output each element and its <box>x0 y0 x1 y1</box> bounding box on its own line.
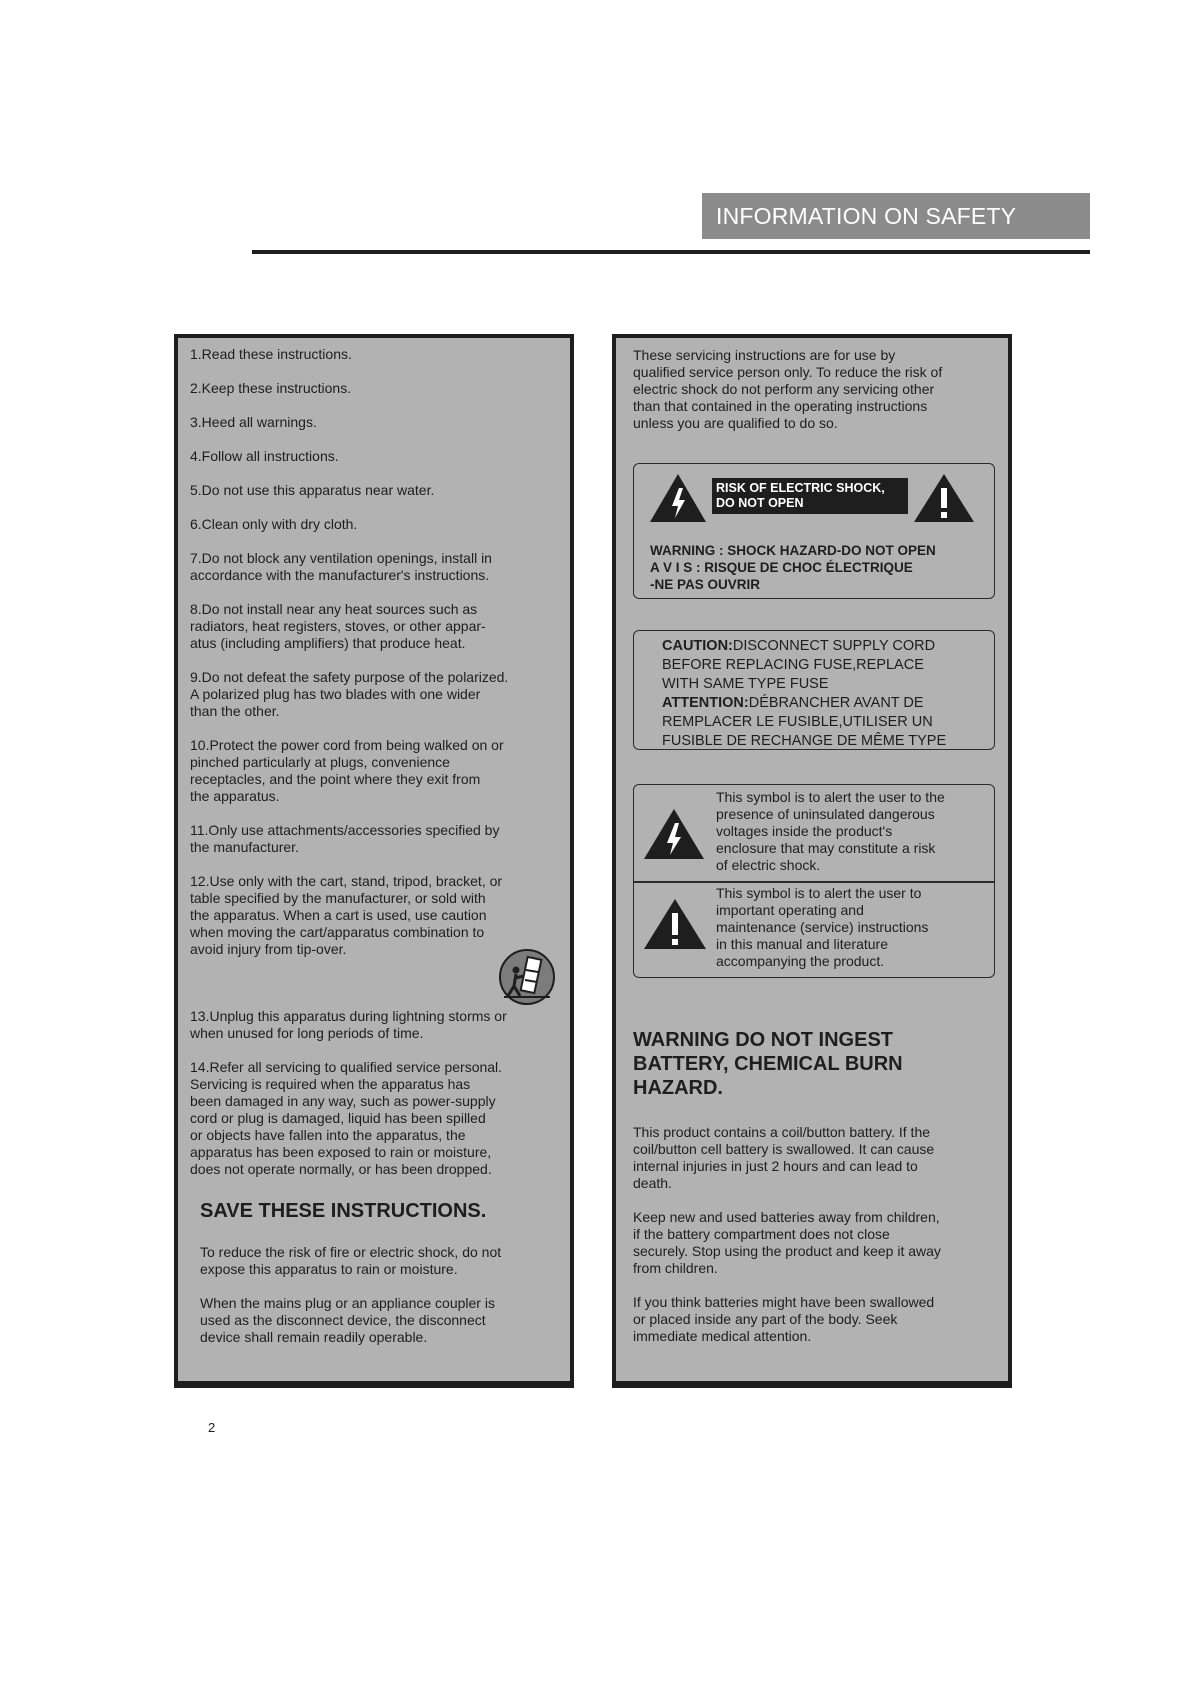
attention-text: DÉBRANCHER AVANT DE REMPLACER LE FUSIBLE,UTILISER UN FUSIBLE DE RECHANGE DE MÊME TYPE <box>662 695 947 749</box>
risk-banner: RISK OF ELECTRIC SHOCK, DO NOT OPEN <box>712 478 908 514</box>
exclamation-icon <box>912 472 976 524</box>
servicing-intro-text: These servicing instructions are for use by qualified service person only. To reduce the risk of electric shock do not perform any servicing other than that contained in the operating instructions unless you are qualified to do so. <box>633 347 943 431</box>
fuse-caution-box <box>633 630 995 750</box>
list-item: 14.Refer all servicing to qualified service personal. Servicing is required when the apparatus has been damaged in any way, such as power-supply cord or plug is damaged, liquid has been spilled or objects have fallen into the apparatus, the apparatus has been exposed to rain or moisture, does not operate normally, or has been dropped. <box>190 1059 503 1177</box>
exclamation-symbol-text: This symbol is to alert the user to important operating and maintenance (service) instructions in this manual and literature accompanying the product. <box>716 885 929 969</box>
disconnect-device-text: When the mains plug or an appliance coupler is used as the disconnect device, the disconnect device shall remain readily operable. <box>200 1295 495 1345</box>
divider <box>634 881 994 883</box>
shock-hazard-box <box>633 463 995 599</box>
list-item: 6.Clean only with dry cloth. <box>190 516 358 532</box>
list-item: 5.Do not use this apparatus near water. <box>190 482 435 498</box>
list-item: 13.Unplug this apparatus during lightning storms or when unused for long periods of time. <box>190 1008 507 1041</box>
list-item: 4.Follow all instructions. <box>190 448 339 464</box>
list-item: 7.Do not block any ventilation openings, install in accordance with the manufacturer's instructions. <box>190 550 492 583</box>
list-item: 11.Only use attachments/accessories specified by the manufacturer. <box>190 822 500 855</box>
list-item: 3.Heed all warnings. <box>190 414 317 430</box>
list-item: 10.Protect the power cord from being walked on or pinched particularly at plugs, convenience receptacles, and the point where they exit from the apparatus. <box>190 737 504 804</box>
list-item: 12.Use only with the cart, stand, tripod, bracket, or table specified by the manufacturer, or sold with the apparatus. When a cart is used, use caution when moving the cart/apparatus combination to avoid injury from tip-over. <box>190 873 503 957</box>
battery-info-text: This product contains a coil/button battery. If the coil/button cell battery is swallowed. It can cause internal injuries in just 2 hours and can lead to death. <box>633 1124 935 1191</box>
shock-symbol-text: This symbol is to alert the user to the presence of uninsulated dangerous voltages inside the product's enclosure that may constitute a risk of electric shock. <box>716 789 945 873</box>
cart-tipover-icon <box>496 948 558 1006</box>
list-item: 2.Keep these instructions. <box>190 380 352 396</box>
save-instructions-heading: SAVE THESE INSTRUCTIONS. <box>200 1200 487 1222</box>
exclamation-icon <box>642 897 708 951</box>
electric-shock-icon <box>642 807 706 861</box>
moisture-warning-text: To reduce the risk of fire or electric shock, do not expose this apparatus to rain or moisture. <box>200 1244 502 1277</box>
section-title: INFORMATION ON SAFETY <box>702 193 1090 239</box>
battery-warning-heading: WARNING DO NOT INGEST BATTERY, CHEMICAL BURN HAZARD. <box>633 1029 903 1099</box>
fuse-caution-text <box>662 637 982 751</box>
header-rule <box>252 250 1090 254</box>
battery-medical-text: If you think batteries might have been swallowed or placed inside any part of the body. Seek immediate medical attention. <box>633 1294 935 1344</box>
battery-children-text: Keep new and used batteries away from children, if the battery compartment does not close securely. Stop using the product and keep it away from children. <box>633 1209 941 1276</box>
list-item: 1.Read these instructions. <box>190 346 352 362</box>
safety-instructions-panel <box>174 334 574 1388</box>
caution-text: DISCONNECT SUPPLY CORD BEFORE REPLACING FUSE,REPLACE WITH SAME TYPE FUSE <box>662 638 936 692</box>
electric-shock-icon <box>648 472 708 524</box>
list-item: 9.Do not defeat the safety purpose of the polarized. A polarized plug has two blades with one wider than the other. <box>190 669 509 719</box>
shock-warning-text: WARNING : SHOCK HAZARD-DO NOT OPEN A V I S : RISQUE DE CHOC ÉLECTRIQUE -NE PAS OUVRIR <box>650 543 936 592</box>
attention-label: ATTENTION: <box>662 695 749 711</box>
list-item: 8.Do not install near any heat sources such as radiators, heat registers, stoves, or other appar- atus (including amplifiers) that produce heat. <box>190 601 486 651</box>
caution-label: CAUTION: <box>662 638 733 654</box>
servicing-warnings-panel <box>612 334 1012 1388</box>
page-number: 2 <box>208 1420 216 1435</box>
symbol-legend-box <box>633 784 995 978</box>
